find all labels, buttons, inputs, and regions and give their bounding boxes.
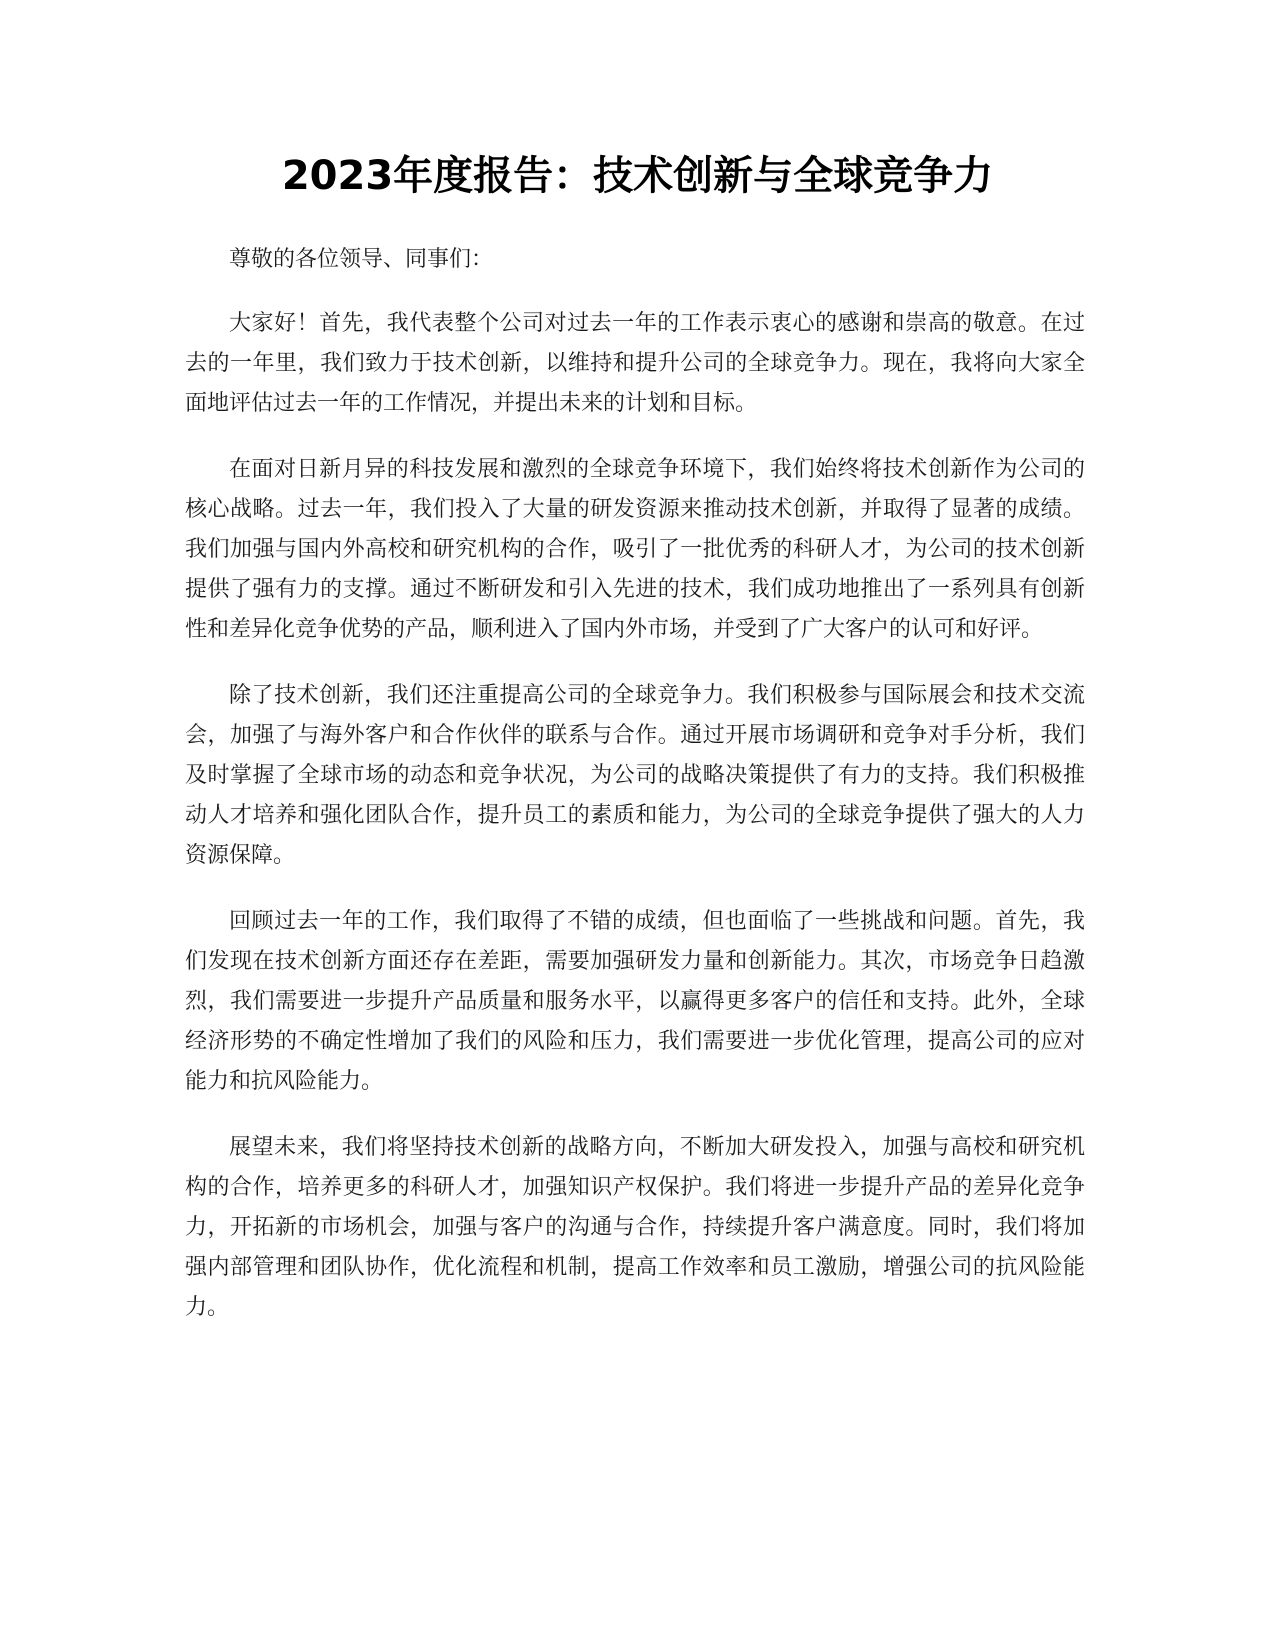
- body-paragraph-3: 除了技术创新，我们还注重提高公司的全球竞争力。我们积极参与国际展会和技术交流会，加强了与海外客户和合作伙伴的联系与合作。通过开展市场调研和竞争对手分析，我们及时掌握了全球市场的动态和竞争状况，为公司的战略决策提供了有力的支持。我们积极推动人才培养和强化团队合作，提升员工的素质和能力，为公司的全球竞争提供了强大的人力资源保障。: [185, 683, 1085, 868]
- body-paragraph-1: 大家好！首先，我代表整个公司对过去一年的工作表示衷心的感谢和崇高的敬意。在过去的一年里，我们致力于技术创新，以维持和提升公司的全球竞争力。现在，我将向大家全面地评估过去一年的工作情况，并提出未来的计划和目标。: [185, 311, 1085, 416]
- body-paragraph-5: 展望未来，我们将坚持技术创新的战略方向，不断加大研发投入，加强与高校和研究机构的合作，培养更多的科研人才，加强知识产权保护。我们将进一步提升产品的差异化竞争力，开拓新的市场机会，加强与客户的沟通与合作，持续提升客户满意度。同时，我们将加强内部管理和团队协作，优化流程和机制，提高工作效率和员工激励，增强公司的抗风险能力。: [185, 1135, 1085, 1320]
- document-title: 2023年度报告：技术创新与全球竞争力: [281, 153, 994, 199]
- body-paragraph-4: 回顾过去一年的工作，我们取得了不错的成绩，但也面临了一些挑战和问题。首先，我们发现在技术创新方面还存在差距，需要加强研发力量和创新能力。其次，市场竞争日趋激烈，我们需要进一步提升产品质量和服务水平，以赢得更多客户的信任和支持。此外，全球经济形势的不确定性增加了我们的风险和压力，我们需要进一步优化管理，提高公司的应对能力和抗风险能力。: [185, 909, 1085, 1094]
- document-body: [185, 240, 1085, 1354]
- body-paragraph-2: 在面对日新月异的科技发展和激烈的全球竞争环境下，我们始终将技术创新作为公司的核心战略。过去一年，我们投入了大量的研发资源来推动技术创新，并取得了显著的成绩。我们加强与国内外高校和研究机构的合作，吸引了一批优秀的科研人才，为公司的技术创新提供了强有力的支撑。通过不断研发和引入先进的技术，我们成功地推出了一系列具有创新性和差异化竞争优势的产品，顺利进入了国内外市场，并受到了广大客户的认可和好评。: [185, 457, 1085, 642]
- greeting-paragraph: 尊敬的各位领导、同事们：: [229, 247, 494, 272]
